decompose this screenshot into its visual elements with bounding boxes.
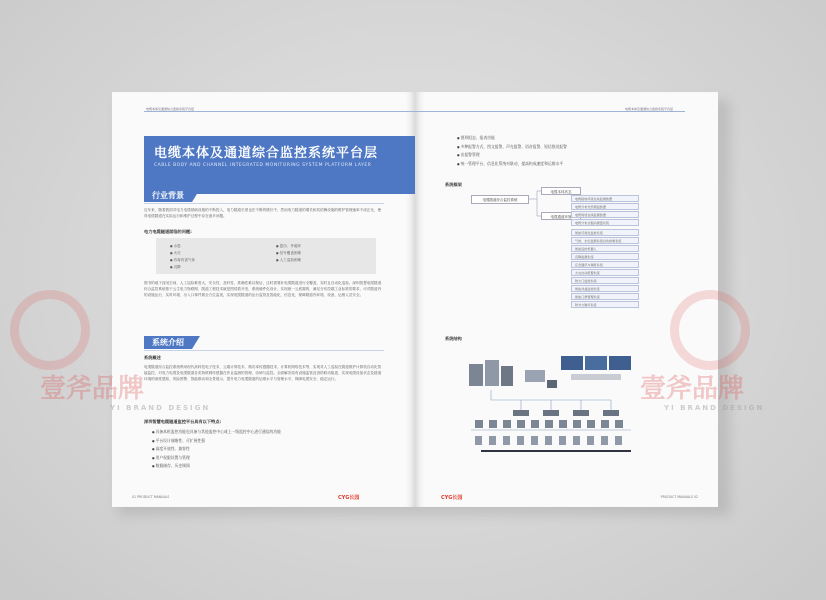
- list-item: ● 统一管理平台，信息化系统对联动，提高构成速度和运维水平: [457, 160, 567, 169]
- list-item: ● 多种报警方式，图文报警、声光报警、语音报警、短信推送报警: [457, 143, 567, 152]
- tree-leaf: 电缆分布式振动测量系统: [571, 219, 639, 226]
- tree-leaf: 防火门监控系统: [571, 277, 639, 284]
- header-text: 电缆本体及通道综合监控系统平台层: [625, 107, 674, 111]
- header-rule: [144, 111, 415, 112]
- watermark-text-right: 壹斧品牌: [640, 374, 745, 404]
- page-subtitle-en: CABLE BODY AND CHANNEL INTEGRATED MONITORING SYSTEM PLATFORM LAYER: [154, 163, 372, 168]
- system-framework-title: 系统框架: [445, 182, 462, 187]
- problems-list-left: [170, 243, 195, 271]
- system-structure-title: 系统结构: [445, 336, 462, 341]
- logo-left: CYG长园: [338, 495, 360, 501]
- list-item: ● 火灾: [170, 250, 195, 257]
- tree-leaf: 防外力破坏系统: [571, 301, 639, 308]
- tree-leaf: 智能门禁管理系统: [571, 293, 639, 300]
- tree-node-cable-body: 电缆本体状态: [541, 187, 581, 195]
- system-overview-title: 系统概述: [144, 355, 161, 360]
- section-heading-label: 行业背景: [144, 189, 192, 202]
- list-item: ● 数据储存、历史调阅: [152, 462, 281, 471]
- background-paragraph: 近年来，随着我国对电力电缆基础设施的不断投入，电力隧道长度也在不断的增长中，然而电力隧道的增长和其依赖设施的维护管理速率不成正比，使得电缆隧道在实际运行和维护过程中存在诸多问题。: [144, 208, 382, 218]
- problems-title: 电力电缆隧道面临的问题:: [144, 229, 192, 234]
- tree-node-cable-channel: 电缆通道环境: [541, 212, 581, 220]
- footer-left: 01 PRODUCT MANUALS: [132, 495, 170, 499]
- list-item: ● 有毒有害气体: [170, 257, 195, 264]
- tree-leaf: 应急通讯与调度系统: [571, 261, 639, 268]
- header-text: 电缆本体及通道综合监控系统平台层: [146, 107, 195, 111]
- list-item: ● 盗窃、外破坏: [276, 243, 301, 250]
- left-page: [112, 92, 415, 507]
- background-paragraph-2: 图书的地下封闭空间，人工巡检难度大，安全性、及时性、准确性难以保证，这时需要针电缆隧道进行全覆盖，实时且自动化巡检。深圳智慧电缆隧道综合监控系统基于云生电力物联网、隧道工程技术就是围绕着开发，系统硬件化设计，实现统一云底端的，满足分布控端工业标准的要求，可对隧道内的设施运行、实时环境、出入口事件做全方位监视，实现电缆隧道的运行监管及智能化、信息化、保障隧道内环境、设备、运维人员安全。: [144, 281, 382, 297]
- footer-right: PRODUCT MANUALS 02: [660, 495, 698, 499]
- list-item: ● 具备本机监控功能也具备与其他监控中心或上一级监控中心进行通信的功能: [152, 428, 281, 437]
- problems-list-right: [276, 243, 301, 264]
- watermark-circle-right: [670, 290, 750, 370]
- list-item: ● 沉降: [170, 264, 195, 271]
- tree-leaf: 沉降监测系统: [571, 253, 639, 260]
- list-item: ● 人工巡检困难: [276, 257, 301, 264]
- tree-leaf: 智能井盖监控系统: [571, 285, 639, 292]
- right-page: [415, 92, 718, 507]
- list-item: ● 出报警管理: [457, 151, 567, 160]
- tree-connectors: [415, 92, 718, 304]
- list-item: ● 用户权限设置与管理: [152, 454, 281, 463]
- logo-right: CYG长园: [441, 495, 463, 501]
- problems-box: [156, 238, 376, 274]
- list-item: ● 水患: [170, 243, 195, 250]
- tree-leaf: 智能巡检机器人: [571, 245, 639, 252]
- list-item: ● 图形组态、报表功能: [457, 134, 567, 143]
- section-heading-tail: [192, 189, 200, 202]
- watermark-circle-left: [10, 290, 90, 370]
- watermark-en-right: YI BRAND DESIGN: [664, 404, 765, 412]
- page-title: 电缆本体及通道综合监控系统平台层: [154, 146, 379, 161]
- features-title: 深圳智慧电缆隧道监控平台具有以下特点:: [144, 419, 222, 424]
- section-heading-label: 系统介绍: [144, 336, 192, 349]
- list-item: ● 高度开放性、兼容性: [152, 445, 281, 454]
- tree-root-node: 电缆隧道综合监控系统: [471, 195, 529, 204]
- tree-leaf: 气体、水位监测系统自动控制系统: [571, 237, 639, 244]
- title-band: [144, 136, 415, 194]
- section-rule: [144, 203, 384, 204]
- watermark-en-left: YI BRAND DESIGN: [110, 404, 211, 412]
- brochure-spread: [112, 92, 718, 507]
- list-item: ● 平台设计前瞻性、可扩展性强: [152, 437, 281, 446]
- tree-leaf: 电缆局放在线监测装置: [571, 211, 639, 218]
- list-item: ● 信号覆盖困难: [276, 250, 301, 257]
- tree-leaf: 火灾自动报警系统: [571, 269, 639, 276]
- tree-leaf: 智能可视化监控系统: [571, 229, 639, 236]
- tree-leaf: 电缆分布光纤测温装置: [571, 203, 639, 210]
- section-heading-background: [144, 189, 200, 202]
- system-overview-paragraph: 电缆隧道综合监控系统利用现代高科技电子技术、云端计算技术、微功率传感器技术、计算机网络技术等，实现对人工巡检在隧道维护计算机自动化智能监控，对电力电缆及电缆隧道各类物联网传感器在作业监测的管理、协调与监控。全面解决原有设施监管及消防联动隐患，实现电缆设备状态及隧道环境的深度感知、风险预警、智能联动和全景展示，提升电力电缆隧道的运维水平与管理水平，保障电缆安全、稳定运行。: [144, 365, 382, 381]
- watermark-text-left: 壹斧品牌: [40, 374, 145, 404]
- tree-leaf: 电缆接地环流在线监测装置: [571, 195, 639, 202]
